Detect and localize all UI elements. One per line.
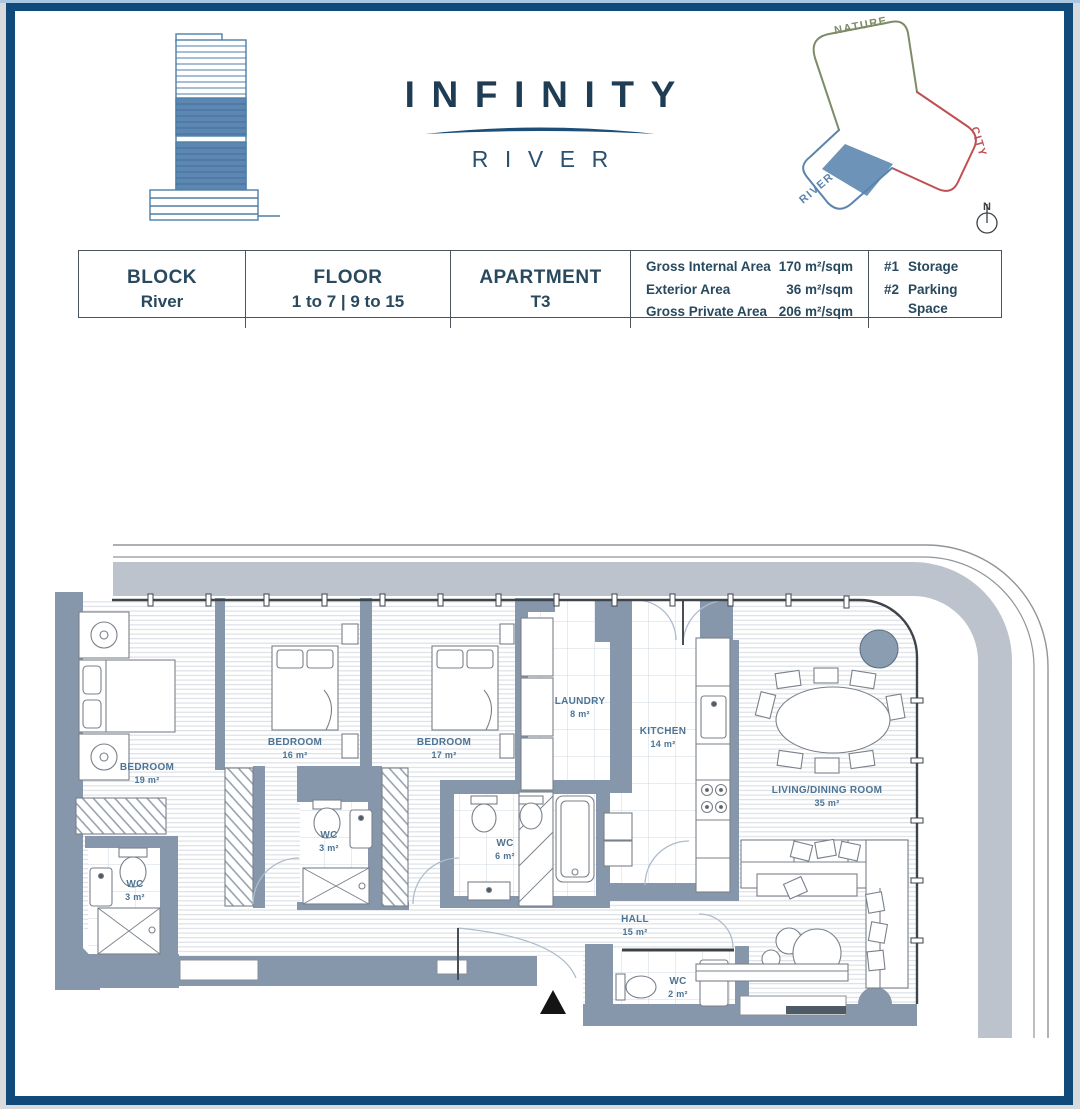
site-orientation-diagram: [795, 12, 1020, 244]
page-top-accent: [0, 0, 1080, 3]
area-label: Gross Private Area: [646, 304, 768, 320]
toilet-icon: [119, 848, 147, 857]
room-label-bedroom-19: BEDROOM 19 m²: [119, 762, 175, 785]
river-wing-highlight: [822, 144, 893, 196]
area-label: Exterior Area: [646, 281, 731, 297]
area-row: [631, 257, 868, 277]
kitchen-counter-icon: [696, 638, 730, 892]
floor-cell: [246, 251, 451, 328]
nightstand-icon: [342, 734, 358, 758]
logo-title: INFINITY: [404, 74, 692, 115]
extra-label: Parking Space: [908, 281, 958, 317]
city-wing-outline: [892, 92, 976, 191]
area-value: 170 m²/sqm: [778, 259, 853, 274]
area-label: Gross Internal Area: [646, 259, 771, 274]
bathtub-icon: [556, 796, 594, 882]
room-label-hall: HALL 15 m²: [621, 914, 649, 937]
cabinet-icon: [521, 738, 553, 790]
apartment-label: APARTMENT: [479, 266, 602, 288]
shower-icon: [98, 908, 160, 954]
wardrobe-icon: [382, 768, 408, 906]
svg-text:N: N: [983, 201, 993, 213]
apartment-value: T3: [530, 291, 551, 311]
room-label-wc-2: WC 2 m²: [668, 976, 688, 999]
room-label-living-dining: LIVING/DINING ROOM 35 m²: [771, 785, 883, 808]
cabinet-icon: [521, 678, 553, 736]
entrance-arrow-icon: [540, 990, 566, 1014]
nature-wing-label: NATURE: [833, 14, 889, 37]
extra-row: [869, 280, 1001, 319]
extra-label: Storage: [908, 259, 959, 274]
area-row: [631, 302, 868, 322]
room-label-wc-mid: WC 3 m²: [319, 830, 339, 853]
room-label-laundry: LAUNDRY 8 m²: [554, 696, 606, 719]
logo-swoosh-icon: [425, 125, 655, 137]
block-label: BLOCK: [126, 266, 198, 288]
room-label-kitchen: KITCHEN 14 m²: [639, 726, 687, 749]
compass-north-icon: [977, 201, 997, 233]
extra-num: #2: [884, 281, 900, 297]
block-value: River: [140, 291, 184, 311]
wardrobe-icon: [76, 798, 166, 834]
area-row: [631, 280, 868, 300]
city-wing-label: CITY: [968, 125, 989, 159]
cabinet-icon: [521, 618, 553, 676]
sliding-door-track: [786, 1006, 846, 1014]
block-cell: [79, 251, 246, 328]
areas-cell: [631, 251, 869, 328]
building-tower-icon: [138, 26, 288, 236]
shower-icon: [303, 868, 369, 904]
nightstand-icon: [500, 734, 514, 758]
project-logo: [300, 74, 780, 173]
apartment-cell: [451, 251, 631, 328]
cabinet-icon: [604, 813, 632, 840]
area-value: 36 m²/sqm: [786, 281, 853, 297]
nature-wing-outline: [814, 21, 917, 130]
area-value: 206 m²/sqm: [778, 304, 853, 320]
room-label-bedroom-17: BEDROOM 17 m²: [416, 737, 472, 760]
nightstand-icon: [342, 624, 358, 644]
room-label-wc-6: WC 6 m²: [495, 838, 515, 861]
logo-subtitle: RIVER: [471, 146, 625, 172]
tv-console-icon: [696, 964, 848, 981]
floor-value: 1 to 7 | 9 to 15: [291, 291, 405, 311]
room-label-bedroom-16: BEDROOM 16 m²: [267, 737, 323, 760]
river-wing-label: RIVER: [797, 170, 837, 207]
apartment-info-table: [78, 250, 1002, 318]
nightstand-icon: [500, 624, 514, 644]
floor-label: FLOOR: [313, 266, 383, 288]
extra-row: [869, 257, 1001, 277]
wardrobe-icon: [225, 768, 253, 906]
extra-num: #1: [884, 259, 900, 274]
toilet-icon: [616, 974, 625, 1000]
toilet-icon: [471, 796, 497, 804]
cabinet-icon: [604, 841, 632, 866]
room-label-wc-left: WC 3 m²: [125, 879, 145, 902]
column-icon: [860, 630, 898, 668]
extras-cell: [869, 251, 1001, 328]
